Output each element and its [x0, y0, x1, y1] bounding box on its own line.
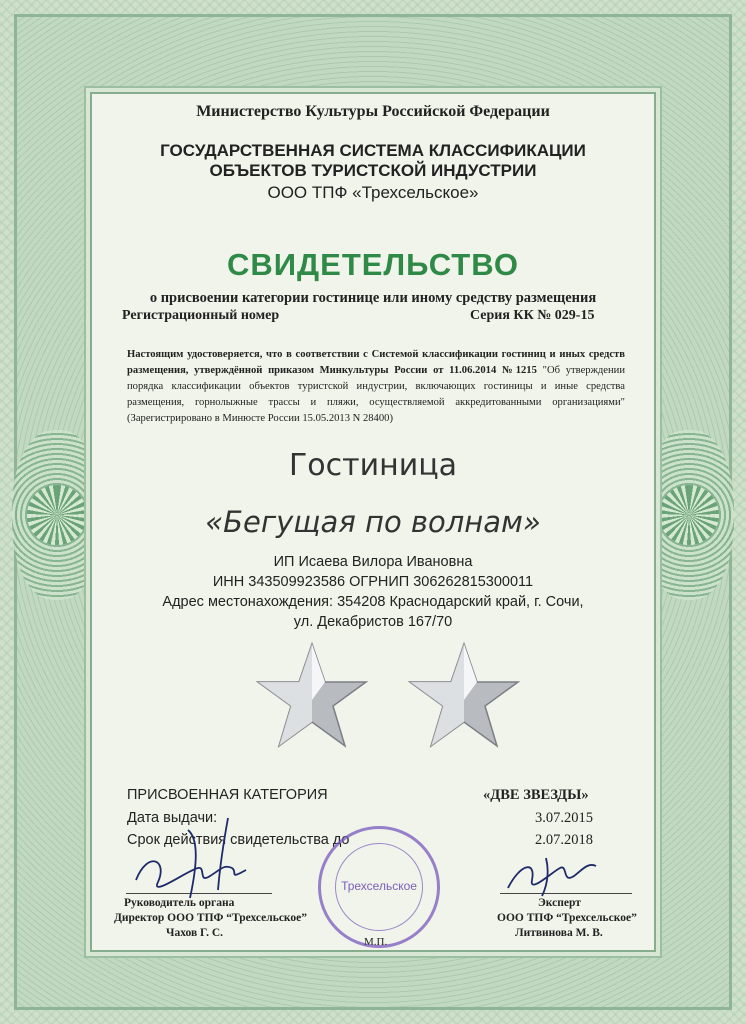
validity-label: Срок действия свидетельства до [127, 832, 350, 848]
star-icon [408, 642, 520, 748]
left-signer-role: Руководитель органа [124, 897, 235, 909]
validity-date: 2.07.2018 [535, 832, 593, 848]
issue-date-label: Дата выдачи: [127, 810, 218, 826]
left-signer-position: Директор ООО ТПФ “Трехсельское” [114, 912, 307, 924]
system-title-line2: ОБЪЕКТОВ ТУРИСТСКОЙ ИНДУСТРИИ [209, 161, 537, 180]
paragraph-regular-part: "Об утверждении порядка классификации объектов туристской индустрии, включающих гостиницы и иные средства размещения, горнолыжные трассы и пляжи, осуществляемой аккредитованными организациями" (Зарегистрировано в Минюсте России 15.05.2013 N 28400) [127, 365, 625, 424]
left-signer-name: Чахов Г. С. [166, 927, 224, 939]
organization-name: ООО ТПФ «Трехсельское» [267, 183, 479, 202]
right-signer-name: Литвинова М. В. [515, 927, 603, 939]
category-label: ПРИСВОЕННАЯ КАТЕГОРИЯ [127, 787, 328, 803]
ministry-name: Министерство Культуры Российской Федерации [196, 103, 550, 120]
category-value: «ДВЕ ЗВЕЗДЫ» [483, 787, 589, 803]
registration-label: Регистрационный номер [122, 308, 280, 323]
series-number: Серия КК № 029-15 [470, 308, 595, 323]
hotel-name: «Бегущая по волнам» [205, 505, 541, 539]
expert-signature-icon [502, 850, 602, 898]
certification-paragraph [127, 347, 625, 427]
owner-ids: ИНН 343509923586 ОГРНИП 306262815300011 [212, 574, 534, 590]
right-signer-organization: ООО ТПФ “Трехсельское” [497, 912, 637, 924]
hotel-type: Гостиница [288, 448, 458, 483]
star-icon [256, 642, 368, 748]
address-line1: Адрес местонахождения: 354208 Краснодарский край, г. Сочи, [162, 594, 584, 610]
issue-date: 3.07.2015 [535, 810, 593, 826]
address-line2: ул. Декабристов 167/70 [293, 614, 453, 630]
paragraph-bold-part: Настоящим удостоверяется, что в соответствии с Системой классификации гостиниц и иных средств размещения, утверждённой приказом Минкультуры России от 11.06.2014 №1215 [127, 349, 625, 376]
seal-place-label: М.П. [364, 936, 388, 948]
system-title-line1: ГОСУДАРСТВЕННАЯ СИСТЕМА КЛАССИФИКАЦИИ [160, 141, 586, 160]
organization-stamp [318, 826, 440, 948]
right-signer-role: Эксперт [538, 897, 581, 909]
hotel-owner: ИП Исаева Вилора Ивановна [273, 554, 473, 570]
certificate-title: СВИДЕТЕЛЬСТВО [227, 247, 519, 282]
certificate-subtitle: о присвоении категории гостинице или иному средству размещения [149, 290, 597, 306]
stamp-text: Трехсельское [341, 879, 417, 893]
director-signature-icon [128, 810, 258, 905]
